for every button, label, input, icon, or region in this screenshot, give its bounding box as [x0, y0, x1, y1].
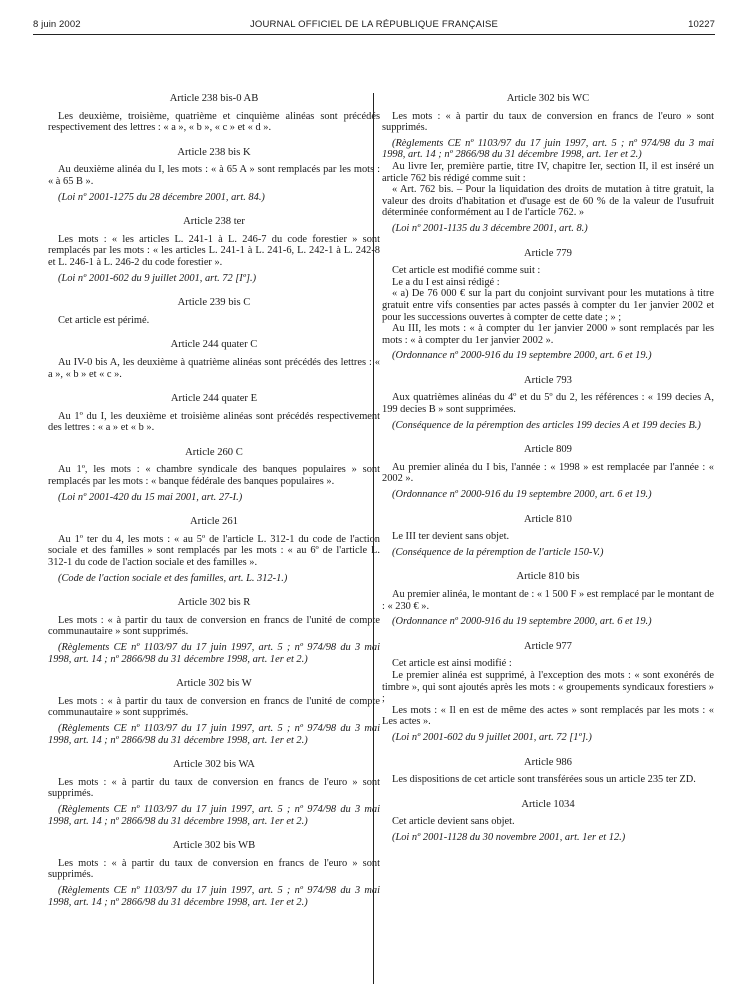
- article-paragraph: Au deuxième alinéa du I, les mots : « à 65 A » sont remplacés par les mots : « à 65 B ».: [48, 164, 380, 187]
- article-block: [48, 516, 380, 584]
- article-reference-note: (Conséquence de la péremption des articles 199 decies A et 199 decies B.): [392, 419, 701, 431]
- article-block: [382, 799, 714, 844]
- article-block: [382, 641, 714, 744]
- article-title: Article 239 bis C: [177, 297, 251, 309]
- article-title: Article 809: [524, 444, 572, 456]
- article-block: [382, 571, 714, 627]
- page-number: 10227: [688, 19, 715, 30]
- article-reference-note: (Règlements CE nº 1103/97 du 17 juin 1997, art. 5 ; nº 974/98 du 3 mai 1998, art. 14 ; nº 2866/98 du 31 décembre 1998, art. 1er et 2.): [48, 642, 380, 665]
- article-title: Article 779: [524, 247, 572, 259]
- article-block: [382, 514, 714, 559]
- journal-title: JOURNAL OFFICIEL DE LA RÉPUBLIQUE FRANÇAISE: [249, 19, 499, 30]
- article-title: Article 986: [524, 756, 572, 768]
- article-reference-note: (Conséquence de la péremption de l'article 150-V.): [392, 546, 604, 558]
- article-title: Article 977: [524, 640, 572, 652]
- article-reference-note: (Loi nº 2001-1275 du 28 décembre 2001, art. 84.): [58, 191, 265, 203]
- article-block: [382, 375, 714, 431]
- article-paragraph: Les mots : « à partir du taux de conversion en francs de l'euro » sont supprimés.: [382, 110, 714, 134]
- article-title: Article 810: [524, 513, 572, 525]
- article-block: [48, 339, 380, 380]
- right-column: [382, 80, 714, 844]
- article-reference-note: (Ordonnance nº 2000-916 du 19 septembre 2000, art. 6 et 19.): [392, 489, 652, 501]
- article-paragraph: Au premier alinéa, le montant de : « 1 500 F » est remplacé par le montant de : « 230 € ».: [382, 589, 715, 612]
- article-paragraph: Le premier alinéa est supprimé, à l'exception des mots : « sont exonérés de timbre », qui sont ajoutés après les mots : « groupements syndicaux forestiers » ;: [382, 669, 714, 705]
- page-header: [33, 17, 715, 33]
- article-paragraph: Les deuxième, troisième, quatrième et cinquième alinéas sont précédés respectivement des lettres : « a », « b », « c » et « d ».: [48, 110, 380, 134]
- article-paragraph: « Art. 762 bis. – Pour la liquidation des droits de mutation à titre gratuit, la valeur des droits d'habitation et d'usage est de 60 % de la valeur de l'usufruit déterminée conformément au I de l'article 762. »: [382, 184, 714, 219]
- article-reference-note: (Loi nº 2001-1135 du 3 décembre 2001, art. 8.): [392, 222, 588, 234]
- article-paragraph: Au 1º ter du 4, les mots : « au 5º de l'article L. 312-1 du code de l'action sociale et des familles » sont remplacés par les mots : « au 6º de l'article L. 312-1 du code de l'action sociale et des familles ».: [48, 533, 380, 569]
- article-title: Article 238 bis-0 AB: [169, 93, 259, 104]
- article-block: [48, 393, 380, 434]
- article-title: Article 238 ter: [183, 216, 245, 228]
- article-block: [382, 93, 714, 235]
- article-title: Article 238 bis K: [177, 146, 251, 158]
- article-block: [382, 757, 714, 786]
- article-paragraph: Les mots : « à partir du taux de conversion en francs de l'unité de compte communautaire » sont supprimés.: [48, 695, 380, 719]
- article-paragraph: Les mots : « à partir du taux de conversion en francs de l'unité de compte communautaire » sont supprimés.: [48, 614, 380, 638]
- article-reference-note: (Ordonnance nº 2000-916 du 19 septembre 2000, art. 6 et 19.): [392, 616, 652, 628]
- article-reference-note: (Ordonnance nº 2000-916 du 19 septembre 2000, art. 6 et 19.): [392, 350, 652, 362]
- article-block: [48, 447, 380, 503]
- article-title: Article 793: [524, 374, 572, 386]
- article-paragraph: Au IV-0 bis A, les deuxième à quatrième alinéas sont précédés des lettres : « a », « b » et « c ».: [48, 356, 380, 380]
- article-paragraph: Les mots : « les articles L. 241-1 à L. 246-7 du code forestier » sont remplacés par les mots : « les articles L. 241-1 à L. 241-6, L. 242-1 à L. 242-8 et L. 246-1 à L. 246-2 du code forestier ».: [48, 233, 380, 268]
- article-block: [48, 93, 380, 134]
- column-separator: [373, 93, 374, 984]
- article-paragraph: Les mots : « Il en est de même des actes » sont remplacés par les mots : « Les actes ».: [382, 704, 714, 728]
- article-paragraph: Cet article est modifié comme suit :: [392, 265, 541, 277]
- article-paragraph: « a) De 76 000 € sur la part du conjoint survivant pour les mutations à titre gratuit entre vifs consenties par actes passés à compter du 1er janvier 2002 et pour les successions ouvertes à compter de cette date ; » ;: [382, 288, 714, 323]
- article-paragraph: Au III, les mots : « à compter du 1er janvier 2000 » sont remplacés par les mots : « à compter du 1er janvier 2002 ».: [382, 323, 714, 346]
- article-block: [48, 216, 380, 284]
- article-paragraph: Au premier alinéa du I bis, l'année : « 1998 » est remplacée par l'année : « 2002 ».: [382, 461, 714, 485]
- header-rule: [33, 34, 715, 35]
- article-block: [48, 678, 380, 746]
- article-title: Article 261: [190, 516, 238, 528]
- article-title: Article 1034: [521, 798, 575, 810]
- article-title: Article 302 bis WA: [173, 759, 255, 771]
- article-title: Article 302 bis WB: [172, 840, 256, 852]
- article-block: [48, 597, 380, 665]
- article-title: Article 810 bis: [516, 571, 580, 583]
- article-reference-note: (Règlements CE nº 1103/97 du 17 juin 1997, art. 5 ; nº 974/98 du 3 mai 1998, art. 14 ; nº 2866/98 du 31 décembre 1998, art. 1er et 2.): [48, 884, 380, 908]
- article-paragraph: Cet article est périmé.: [58, 314, 150, 326]
- article-paragraph: Cet article est ainsi modifié :: [392, 658, 512, 670]
- article-paragraph: Cet article devient sans objet.: [392, 816, 515, 828]
- article-reference-note: (Loi nº 2001-602 du 9 juillet 2001, art. 72 [Iº].): [58, 272, 257, 284]
- article-paragraph: Au livre Ier, première partie, titre IV, chapitre Ier, section II, il est inséré un article 762 bis rédigé comme suit :: [382, 160, 714, 184]
- article-paragraph: Aux quatrièmes alinéas du 4º et du 5º du 2, les références : « 199 decies A, 199 decies B » sont supprimées.: [382, 392, 714, 416]
- article-paragraph: Le a du I est ainsi rédigé :: [392, 276, 500, 288]
- article-title: Article 260 C: [185, 446, 243, 458]
- article-reference-note: (Règlements CE nº 1103/97 du 17 juin 1997, art. 5 ; nº 974/98 du 3 mai 1998, art. 14 ; nº 2866/98 du 31 décembre 1998, art. 1er et 2.): [48, 722, 380, 746]
- article-reference-note: (Règlements CE nº 1103/97 du 17 juin 1997, art. 5 ; nº 974/98 du 3 mai 1998, art. 14 ; nº 2866/98 du 31 décembre 1998, art. 1er et 2.): [48, 803, 380, 827]
- article-reference-note: (Loi nº 2001-602 du 9 juillet 2001, art. 72 [1º].): [392, 731, 592, 743]
- article-title: Article 244 quater C: [170, 339, 258, 351]
- article-reference-note: (Code de l'action sociale et des familles, art. L. 312-1.): [58, 572, 288, 584]
- header-date: 8 juin 2002: [33, 19, 81, 30]
- article-paragraph: (Règlements CE nº 1103/97 du 17 juin 1997, art. 5 ; nº 974/98 du 3 mai 1998, art. 14 ; nº 2866/98 du 31 décembre 1998, art. 1er et 2.): [382, 137, 714, 161]
- article-title: Article 302 bis W: [176, 678, 252, 690]
- article-paragraph: Au 1º du I, les deuxième et troisième alinéas sont précédés respectivement des lettres : « a » et « b ».: [48, 410, 380, 434]
- article-block: [48, 297, 380, 326]
- article-title: Article 302 bis WC: [506, 93, 590, 104]
- article-block: [48, 840, 380, 908]
- article-paragraph: Les mots : « à partir du taux de conversion en francs de l'euro » sont supprimés.: [48, 857, 380, 881]
- article-paragraph: Les mots : « à partir du taux de conversion en francs de l'euro » sont supprimés.: [48, 776, 380, 800]
- article-reference-note: (Loi nº 2001-420 du 15 mai 2001, art. 27-I.): [58, 491, 243, 503]
- article-block: [382, 444, 714, 500]
- article-paragraph: Le III ter devient sans objet.: [392, 531, 510, 543]
- article-reference-note: (Loi nº 2001-1128 du 30 novembre 2001, art. 1er et 12.): [392, 831, 626, 843]
- article-block: [48, 759, 380, 827]
- article-block: [48, 147, 380, 203]
- article-title: Article 302 bis R: [177, 597, 251, 609]
- left-column: [48, 80, 380, 908]
- article-paragraph: Les dispositions de cet article sont transférées sous un article 235 ter ZD.: [392, 774, 696, 786]
- article-title: Article 244 quater E: [170, 393, 258, 405]
- article-block: [382, 248, 714, 362]
- article-paragraph: Au 1º, les mots : « chambre syndicale des banques populaires » sont remplacés par les mots : « banque fédérale des banques populaires ».: [48, 464, 380, 488]
